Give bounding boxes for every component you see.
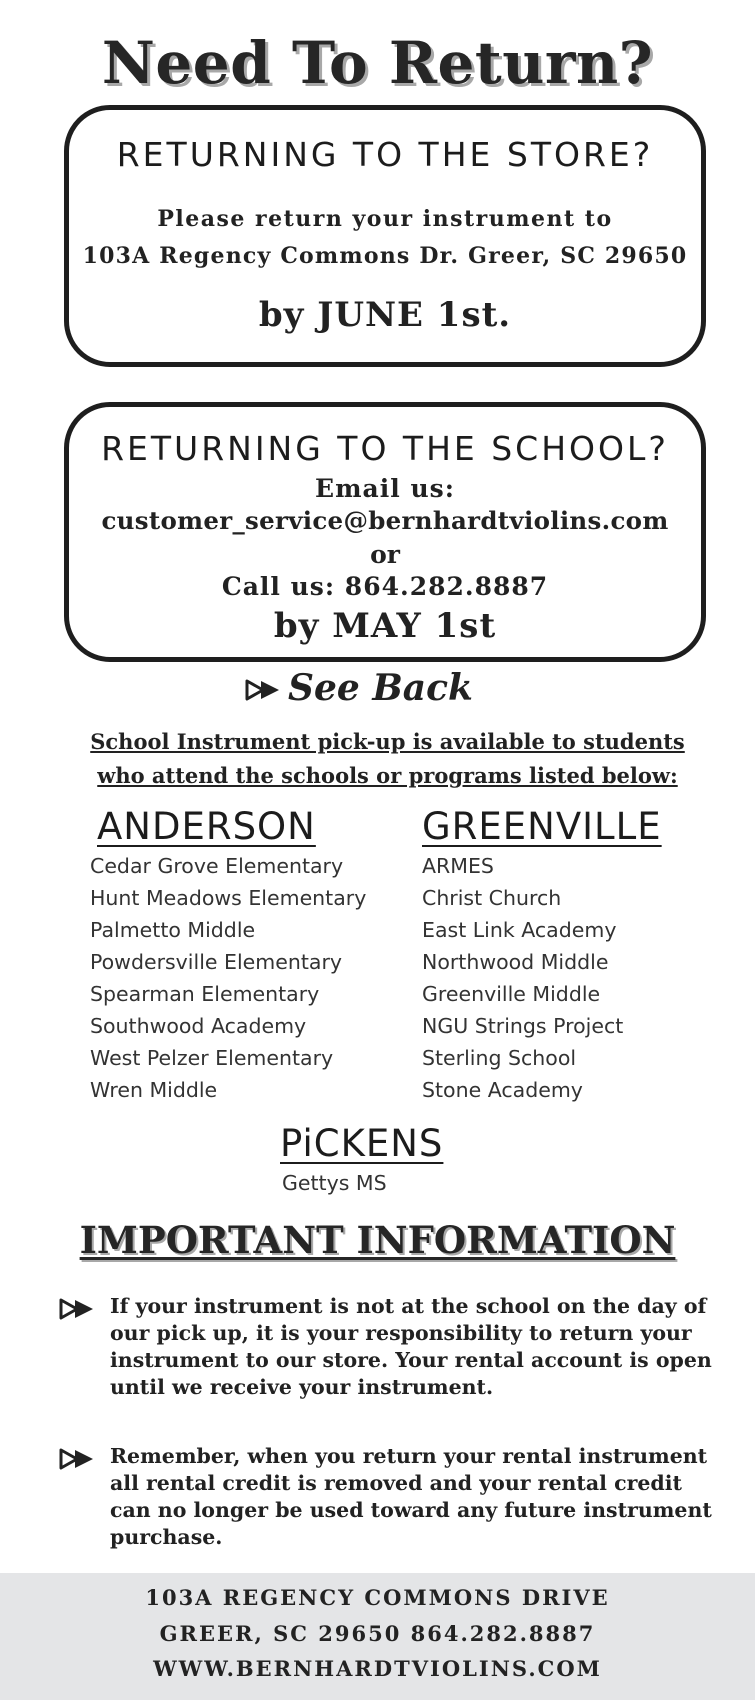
- phone-number[interactable]: Call us: 864.282.8887: [221, 572, 549, 601]
- school-item: Spearman Elementary: [90, 982, 320, 1006]
- school-item: Southwood Academy: [90, 1014, 307, 1038]
- school-deadline: by MAY 1st: [273, 606, 497, 646]
- important-heading: IMPORTANT INFORMATION: [79, 1218, 676, 1262]
- footer-address: 103A REGENCY COMMONS DRIVE: [145, 1585, 610, 1610]
- footer-city-phone: GREER, SC 29650 864.282.8887: [159, 1621, 596, 1646]
- see-back-note: [244, 667, 473, 709]
- school-item: Cedar Grove Elementary: [90, 854, 344, 878]
- footer: [0, 1573, 755, 1700]
- county-heading-anderson: ANDERSON: [97, 805, 316, 848]
- email-address[interactable]: customer_service@bernhardtviolins.com: [101, 506, 669, 535]
- see-back-text: See Back: [288, 667, 473, 709]
- double-arrow-icon: [58, 1447, 96, 1471]
- school-item: East Link Academy: [422, 918, 617, 942]
- page-title: Need To Return?: [101, 29, 654, 97]
- store-address: 103A Regency Commons Dr. Greer, SC 29650: [82, 243, 688, 269]
- school-item: Northwood Middle: [422, 950, 609, 974]
- store-return-heading: RETURNING TO THE STORE?: [116, 135, 654, 174]
- school-item: Gettys MS: [282, 1171, 387, 1195]
- double-arrow-icon: [58, 1297, 96, 1321]
- or-text: or: [370, 540, 400, 569]
- school-item: Greenville Middle: [422, 982, 601, 1006]
- school-item: Powdersville Elementary: [90, 950, 343, 974]
- pickup-note-line2: who attend the schools or programs listed below:: [97, 763, 678, 788]
- county-heading-pickens: PiCKENS: [280, 1122, 444, 1165]
- double-arrow-icon: [244, 678, 282, 702]
- county-heading-greenville: GREENVILLE: [422, 805, 662, 848]
- school-item: Hunt Meadows Elementary: [90, 886, 367, 910]
- school-item: NGU Strings Project: [422, 1014, 624, 1038]
- school-item: Christ Church: [422, 886, 562, 910]
- store-deadline: by JUNE 1st.: [258, 295, 512, 335]
- store-return-box: [64, 105, 706, 367]
- important-item: Remember, when you return your rental instrument all rental credit is removed and your rental credit can no longer be used toward any future instrument purchase.: [110, 1444, 712, 1549]
- school-return-heading: RETURNING TO THE SCHOOL?: [101, 429, 669, 468]
- school-item: Sterling School: [422, 1046, 577, 1070]
- store-return-instruction: Please return your instrument to: [157, 206, 613, 232]
- school-item: ARMES: [422, 854, 494, 878]
- school-item: Stone Academy: [422, 1078, 583, 1102]
- email-label: Email us:: [315, 474, 455, 503]
- school-return-box: [64, 402, 706, 662]
- school-item: Palmetto Middle: [90, 918, 256, 942]
- school-item: West Pelzer Elementary: [90, 1046, 334, 1070]
- important-item: If your instrument is not at the school on the day of our pick up, it is your responsibility to return your instrument to our store. Your rental account is open until we receive your instrument.: [110, 1294, 712, 1399]
- school-item: Wren Middle: [90, 1078, 218, 1102]
- footer-website[interactable]: WWW.BERNHARDTVIOLINS.COM: [153, 1656, 602, 1681]
- pickup-note-line1: School Instrument pick-up is available to students: [90, 729, 685, 754]
